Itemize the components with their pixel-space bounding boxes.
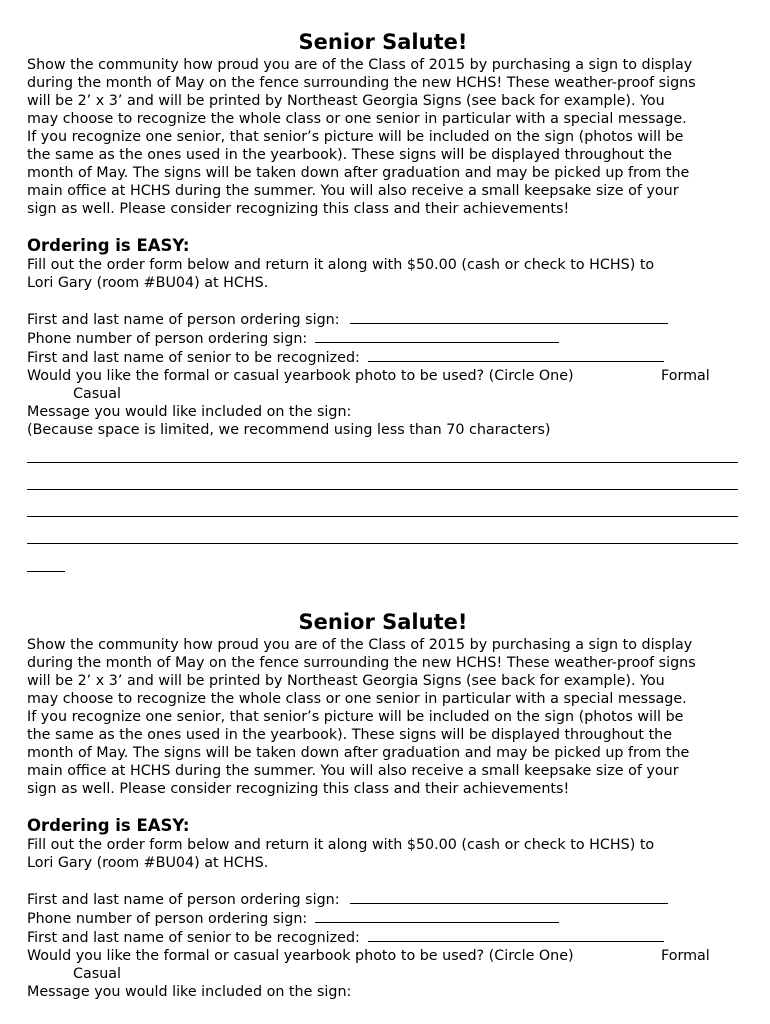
message-label: Message you would like included on the sign: [27, 404, 352, 420]
order-line: Lori Gary (room #BU04) at HCHS. [27, 275, 269, 291]
order-form-1 [27, 28, 739, 439]
order-fields [27, 890, 739, 1001]
intro-line: will be 2’ x 3’ and will be printed by Northeast Georgia Signs (see back for example). You [27, 93, 665, 109]
intro-line: main office at HCHS during the summer. You will also receive a small keepsake size of your [27, 183, 679, 199]
phone-field[interactable] [315, 909, 559, 923]
intro-line: may choose to recognize the whole class or one senior in particular with a special message. [27, 691, 687, 707]
order-instructions [27, 256, 739, 292]
phone-row [27, 329, 739, 348]
photo-question: Would you like the formal or casual yearbook photo to be used? (Circle One) [27, 368, 574, 384]
senior-name-row [27, 928, 739, 947]
intro-line: the same as the ones used in the yearbook). These signs will be displayed throughout the [27, 727, 673, 743]
senior-name-field[interactable] [368, 348, 664, 362]
ordering-heading: Ordering is EASY: [27, 236, 190, 255]
page-title: Senior Salute! [298, 610, 468, 634]
intro-paragraph [27, 56, 739, 218]
phone-label: Phone number of person ordering sign: [27, 911, 308, 927]
message-line-4[interactable] [27, 543, 738, 544]
intro-line: may choose to recognize the whole class or one senior in particular with a special message. [27, 111, 687, 127]
phone-row [27, 909, 739, 928]
photo-question: Would you like the formal or casual yearbook photo to be used? (Circle One) [27, 948, 574, 964]
photo-choice-row [27, 947, 739, 965]
orderer-name-label: First and last name of person ordering sign: [27, 312, 340, 328]
message-hint: (Because space is limited, we recommend using less than 70 characters) [27, 422, 551, 438]
orderer-name-label: First and last name of person ordering sign: [27, 892, 340, 908]
option-casual[interactable]: Casual [73, 386, 121, 402]
message-lines [27, 462, 738, 570]
orderer-name-row [27, 890, 739, 909]
intro-line: If you recognize one senior, that senior’s picture will be included on the sign (photos will be [27, 129, 684, 145]
order-fields [27, 310, 739, 439]
orderer-name-field[interactable] [350, 890, 668, 904]
intro-line: the same as the ones used in the yearbook). These signs will be displayed throughout the [27, 147, 673, 163]
senior-name-label: First and last name of senior to be recognized: [27, 350, 360, 366]
page-title: Senior Salute! [298, 30, 468, 54]
phone-field[interactable] [315, 329, 559, 343]
photo-choice-row [27, 367, 739, 385]
option-casual[interactable]: Casual [73, 966, 121, 982]
message-label: Message you would like included on the sign: [27, 984, 352, 1000]
intro-line: sign as well. Please consider recognizing this class and their achievements! [27, 781, 570, 797]
phone-label: Phone number of person ordering sign: [27, 331, 308, 347]
intro-line: Show the community how proud you are of the Class of 2015 by purchasing a sign to display [27, 637, 693, 653]
order-line: Lori Gary (room #BU04) at HCHS. [27, 855, 269, 871]
intro-line: during the month of May on the fence surrounding the new HCHS! These weather-proof signs [27, 75, 696, 91]
order-line: Fill out the order form below and return it along with $50.00 (cash or check to HCHS) to [27, 837, 655, 853]
intro-line: will be 2’ x 3’ and will be printed by Northeast Georgia Signs (see back for example). You [27, 673, 665, 689]
intro-line: month of May. The signs will be taken down after graduation and may be picked up from the [27, 745, 690, 761]
order-line: Fill out the order form below and return it along with $50.00 (cash or check to HCHS) to [27, 257, 655, 273]
order-instructions [27, 836, 739, 872]
senior-name-row [27, 348, 739, 367]
intro-line: main office at HCHS during the summer. You will also receive a small keepsake size of your [27, 763, 679, 779]
senior-name-field[interactable] [368, 928, 664, 942]
intro-line: month of May. The signs will be taken down after graduation and may be picked up from the [27, 165, 690, 181]
option-formal[interactable]: Formal [661, 368, 710, 384]
intro-line: If you recognize one senior, that senior’s picture will be included on the sign (photos will be [27, 709, 684, 725]
senior-name-label: First and last name of senior to be recognized: [27, 930, 360, 946]
message-line-5[interactable] [27, 571, 65, 572]
intro-line: during the month of May on the fence surrounding the new HCHS! These weather-proof signs [27, 655, 696, 671]
intro-line: Show the community how proud you are of the Class of 2015 by purchasing a sign to display [27, 57, 693, 73]
orderer-name-field[interactable] [350, 310, 668, 324]
order-form-2 [27, 608, 739, 1001]
orderer-name-row [27, 310, 739, 329]
option-formal[interactable]: Formal [661, 948, 710, 964]
message-line-1[interactable] [27, 462, 738, 463]
message-line-3[interactable] [27, 516, 738, 517]
intro-paragraph [27, 636, 739, 798]
message-line-2[interactable] [27, 489, 738, 490]
intro-line: sign as well. Please consider recognizing this class and their achievements! [27, 201, 570, 217]
ordering-heading: Ordering is EASY: [27, 816, 190, 835]
